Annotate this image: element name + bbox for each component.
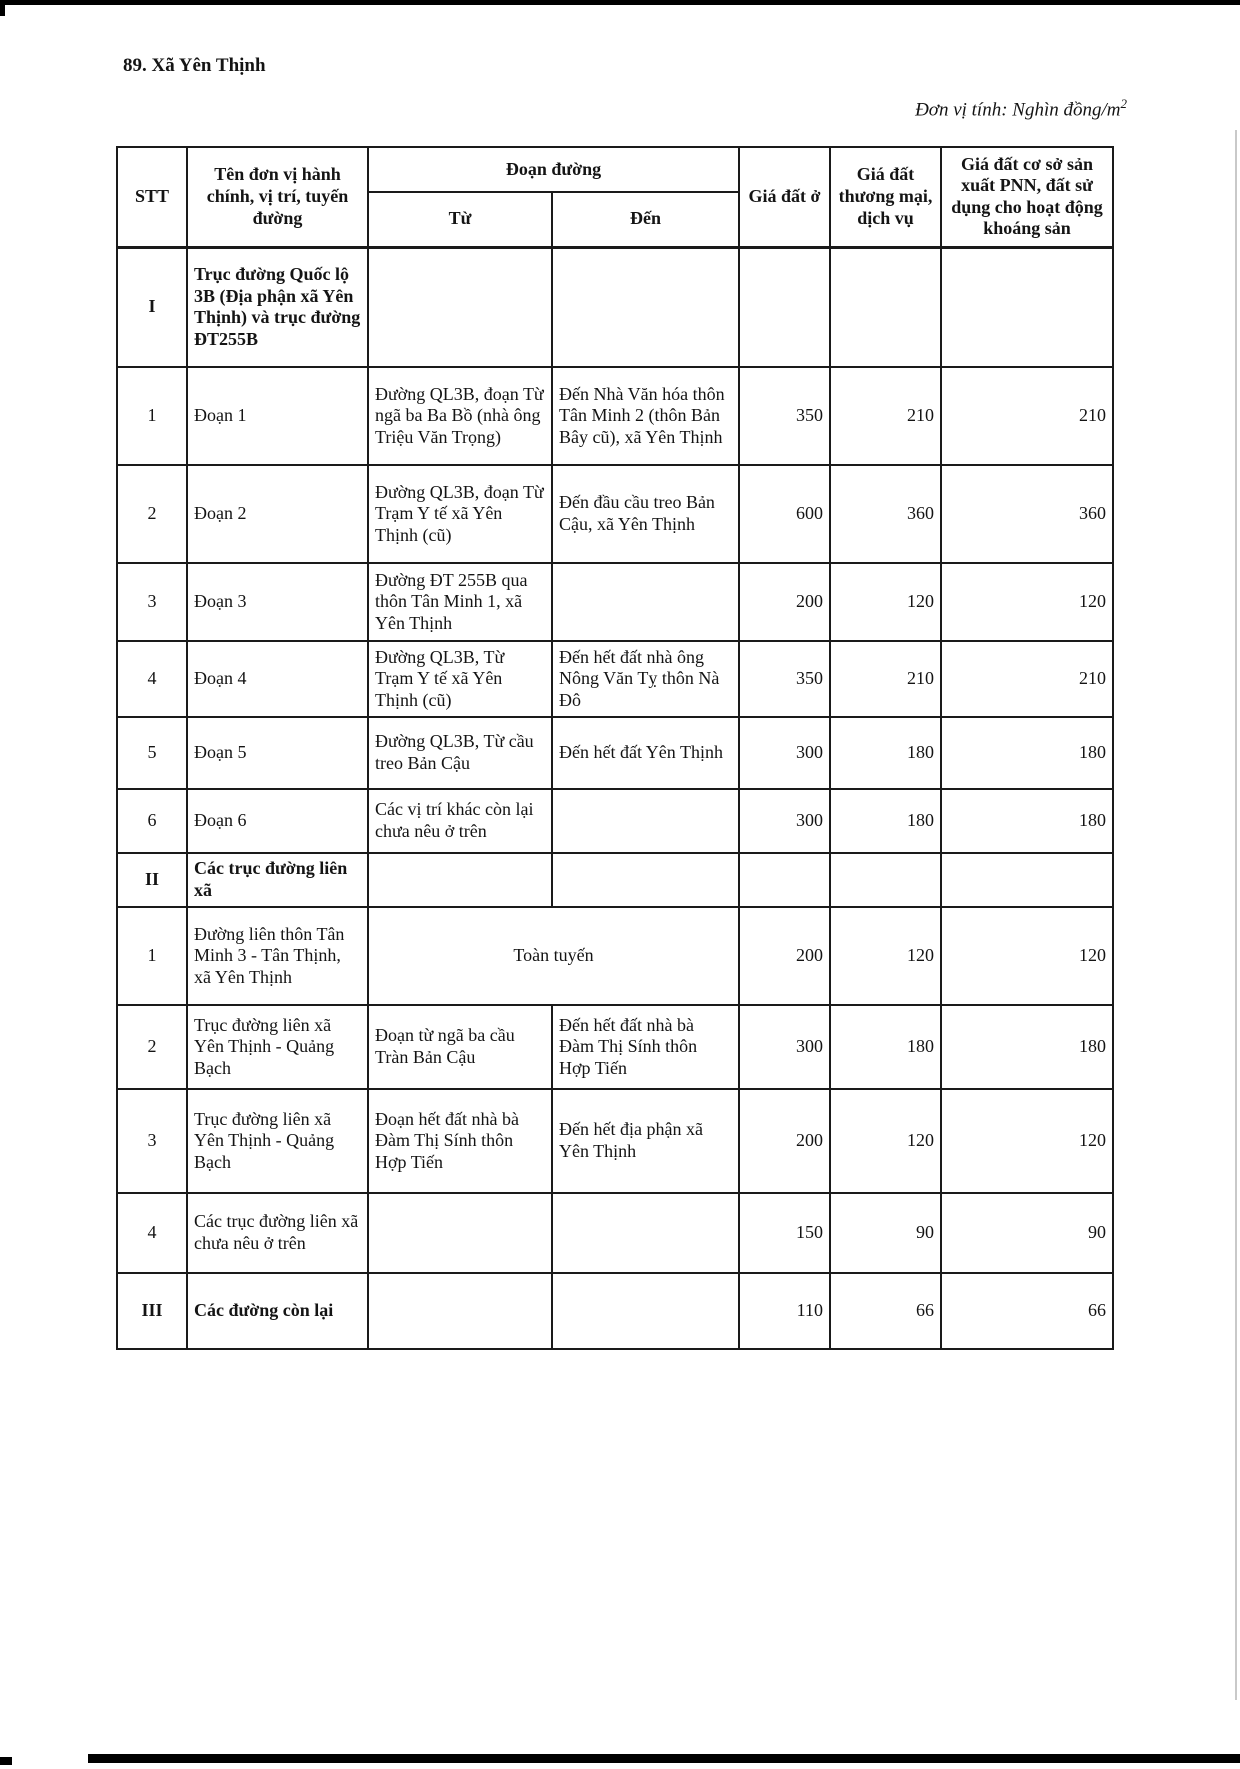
cell-price-pnn: 360 <box>941 465 1113 563</box>
cell-stt: I <box>117 247 187 367</box>
cell-price-commercial: 180 <box>830 717 941 789</box>
cell-from: Đường ĐT 255B qua thôn Tân Minh 1, xã Yên Thịnh <box>368 563 552 641</box>
cell-to <box>552 247 739 367</box>
cell-name: Các trục đường liên xã chưa nêu ở trên <box>187 1193 368 1273</box>
cell-from <box>368 853 552 907</box>
cell-stt: III <box>117 1273 187 1349</box>
header-stt: STT <box>117 147 187 247</box>
cell-stt: 1 <box>117 367 187 465</box>
scan-artifact-bottom-bar <box>88 1754 1240 1763</box>
cell-price-residential: 300 <box>739 1005 830 1089</box>
cell-name: Đoạn 2 <box>187 465 368 563</box>
cell-name: Đoạn 4 <box>187 641 368 717</box>
cell-name: Các trục đường liên xã <box>187 853 368 907</box>
cell-stt: 2 <box>117 465 187 563</box>
cell-price-pnn: 210 <box>941 641 1113 717</box>
cell-price-residential: 200 <box>739 1089 830 1193</box>
scan-artifact-right-line <box>1235 130 1237 1700</box>
cell-to <box>552 789 739 853</box>
cell-from: Đường QL3B, đoạn Từ Trạm Y tế xã Yên Thịnh (cũ) <box>368 465 552 563</box>
cell-name: Đoạn 3 <box>187 563 368 641</box>
header-pnn-price: Giá đất cơ sở sản xuất PNN, đất sử dụng cho hoạt động khoáng sản <box>941 147 1113 247</box>
scan-artifact-top-bar <box>0 0 1240 5</box>
cell-from: Đường QL3B, Từ cầu treo Bản Cậu <box>368 717 552 789</box>
page-title: 89. Xã Yên Thịnh <box>123 55 266 76</box>
cell-price-commercial: 210 <box>830 367 941 465</box>
cell-name: Trục đường liên xã Yên Thịnh - Quảng Bạch <box>187 1005 368 1089</box>
cell-from: Đường QL3B, đoạn Từ ngã ba Ba Bồ (nhà ông Triệu Văn Trọng) <box>368 367 552 465</box>
cell-price-residential: 150 <box>739 1193 830 1273</box>
cell-from <box>368 1193 552 1273</box>
table-row <box>117 465 1113 563</box>
cell-stt: II <box>117 853 187 907</box>
cell-stt: 1 <box>117 907 187 1005</box>
cell-to <box>552 1193 739 1273</box>
cell-price-pnn: 180 <box>941 789 1113 853</box>
cell-price-commercial: 120 <box>830 907 941 1005</box>
cell-to: Đến Nhà Văn hóa thôn Tân Minh 2 (thôn Bản Bây cũ), xã Yên Thịnh <box>552 367 739 465</box>
cell-price-pnn: 66 <box>941 1273 1113 1349</box>
cell-segment-whole-route: Toàn tuyến <box>368 907 739 1005</box>
table-row <box>117 641 1113 717</box>
table-row <box>117 1005 1113 1089</box>
header-from: Từ <box>368 192 552 247</box>
header-row-1 <box>117 147 1113 192</box>
cell-price-residential: 200 <box>739 907 830 1005</box>
cell-name: Các đường còn lại <box>187 1273 368 1349</box>
cell-price-residential <box>739 853 830 907</box>
table-header <box>117 147 1113 247</box>
cell-price-pnn: 90 <box>941 1193 1113 1273</box>
cell-from: Đoạn từ ngã ba cầu Tràn Bản Cậu <box>368 1005 552 1089</box>
cell-name: Đoạn 6 <box>187 789 368 853</box>
header-road-segment: Đoạn đường <box>368 147 739 192</box>
cell-to: Đến đầu cầu treo Bản Cậu, xã Yên Thịnh <box>552 465 739 563</box>
table-row <box>117 717 1113 789</box>
header-commercial-price: Giá đất thương mại, dịch vụ <box>830 147 941 247</box>
cell-stt: 3 <box>117 1089 187 1193</box>
cell-stt: 5 <box>117 717 187 789</box>
cell-price-commercial: 180 <box>830 789 941 853</box>
cell-from <box>368 1273 552 1349</box>
table-row <box>117 1089 1113 1193</box>
cell-price-commercial: 120 <box>830 1089 941 1193</box>
cell-price-residential: 600 <box>739 465 830 563</box>
cell-stt: 4 <box>117 1193 187 1273</box>
header-to: Đến <box>552 192 739 247</box>
cell-price-pnn: 210 <box>941 367 1113 465</box>
table-row <box>117 789 1113 853</box>
table-row <box>117 1273 1113 1349</box>
scan-artifact-top-left-mark <box>0 0 5 16</box>
cell-price-residential: 350 <box>739 367 830 465</box>
cell-to <box>552 853 739 907</box>
cell-price-commercial: 90 <box>830 1193 941 1273</box>
cell-from: Đoạn hết đất nhà bà Đàm Thị Sính thôn Hợp Tiến <box>368 1089 552 1193</box>
cell-price-residential: 350 <box>739 641 830 717</box>
cell-name: Đoạn 5 <box>187 717 368 789</box>
cell-name: Trục đường liên xã Yên Thịnh - Quảng Bạch <box>187 1089 368 1193</box>
cell-price-commercial <box>830 853 941 907</box>
cell-to <box>552 563 739 641</box>
cell-price-pnn: 180 <box>941 1005 1113 1089</box>
land-price-table-wrap <box>116 146 1112 1350</box>
cell-to: Đến hết đất nhà ông Nông Văn Tỵ thôn Nà Đô <box>552 641 739 717</box>
cell-price-commercial: 120 <box>830 563 941 641</box>
unit-note-text: Đơn vị tính: Nghìn đồng/m <box>915 99 1121 121</box>
cell-from: Các vị trí khác còn lại chưa nêu ở trên <box>368 789 552 853</box>
cell-to: Đến hết đất Yên Thịnh <box>552 717 739 789</box>
cell-price-commercial: 360 <box>830 465 941 563</box>
header-residential-price: Giá đất ở <box>739 147 830 247</box>
cell-name: Đoạn 1 <box>187 367 368 465</box>
cell-price-commercial: 180 <box>830 1005 941 1089</box>
cell-price-residential: 300 <box>739 789 830 853</box>
table-row <box>117 907 1113 1005</box>
cell-price-residential: 110 <box>739 1273 830 1349</box>
price-table-body <box>117 247 1113 1349</box>
cell-price-pnn <box>941 247 1113 367</box>
cell-to <box>552 1273 739 1349</box>
cell-stt: 4 <box>117 641 187 717</box>
cell-from <box>368 247 552 367</box>
table-row <box>117 853 1113 907</box>
unit-note-superscript: 2 <box>1120 96 1127 111</box>
cell-price-pnn: 180 <box>941 717 1113 789</box>
cell-stt: 3 <box>117 563 187 641</box>
cell-price-commercial <box>830 247 941 367</box>
cell-from: Đường QL3B, Từ Trạm Y tế xã Yên Thịnh (cũ) <box>368 641 552 717</box>
cell-price-pnn: 120 <box>941 907 1113 1005</box>
scan-artifact-bottom-left-mark <box>0 1757 12 1765</box>
cell-stt: 6 <box>117 789 187 853</box>
cell-name: Trục đường Quốc lộ 3B (Địa phận xã Yên Thịnh) và trục đường ĐT255B <box>187 247 368 367</box>
table-row <box>117 1193 1113 1273</box>
cell-name: Đường liên thôn Tân Minh 3 - Tân Thịnh, xã Yên Thịnh <box>187 907 368 1005</box>
cell-to: Đến hết đất nhà bà Đàm Thị Sính thôn Hợp Tiến <box>552 1005 739 1089</box>
table-row <box>117 563 1113 641</box>
header-admin-name: Tên đơn vị hành chính, vị trí, tuyến đường <box>187 147 368 247</box>
unit-note <box>915 96 1127 121</box>
cell-price-pnn <box>941 853 1113 907</box>
cell-price-pnn: 120 <box>941 563 1113 641</box>
cell-price-pnn: 120 <box>941 1089 1113 1193</box>
table-row <box>117 367 1113 465</box>
cell-to: Đến hết địa phận xã Yên Thịnh <box>552 1089 739 1193</box>
cell-price-residential <box>739 247 830 367</box>
cell-price-commercial: 66 <box>830 1273 941 1349</box>
land-price-table <box>116 146 1114 1350</box>
cell-price-residential: 300 <box>739 717 830 789</box>
cell-stt: 2 <box>117 1005 187 1089</box>
cell-price-commercial: 210 <box>830 641 941 717</box>
table-row <box>117 247 1113 367</box>
cell-price-residential: 200 <box>739 563 830 641</box>
